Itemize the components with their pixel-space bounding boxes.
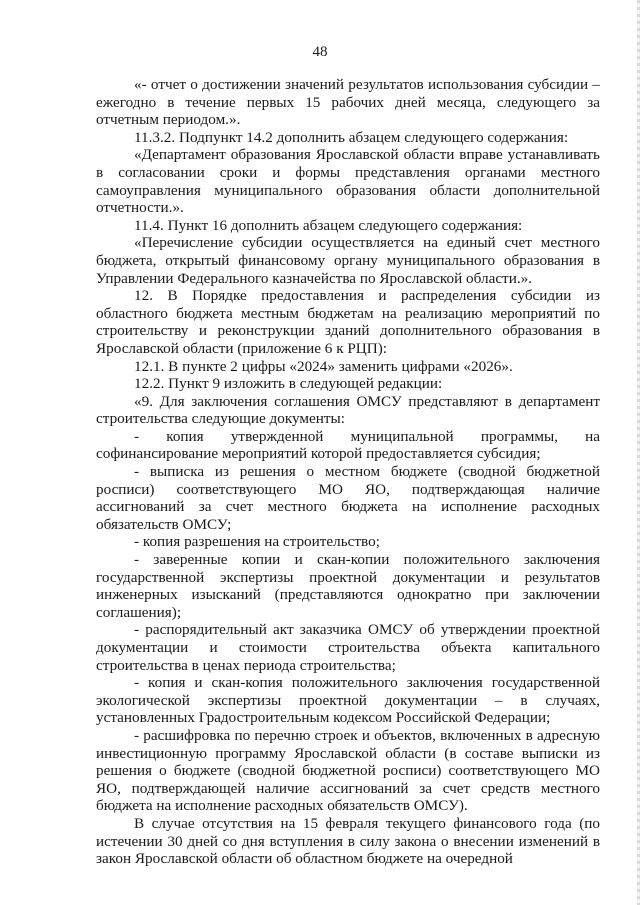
paragraph: 11.3.2. Подпункт 14.2 дополнить абзацем следующего содержания:	[134, 128, 569, 146]
document-body	[96, 76, 600, 868]
paragraph: - копия разрешения на строительство;	[134, 533, 380, 551]
paragraph: - расшифровка по перечню строек и объектов, включенных в адресную инвестиционную программу Ярославской области (в составе выписки из решения о бюджете (сводной бюджетной росписи) соответствующего МО ЯО, подтверждающей наличие ассигнований за счет средств местного бюджета на исполнение расходных обязательств ОМСУ).	[96, 726, 600, 815]
paragraph: В случае отсутствия на 15 февраля текущего финансового года (по истечении 30 дней со дня вступления в силу закона о внесении изменений в закон Ярославской области об областном бюджете на очередной	[96, 814, 600, 868]
paragraph: - копия утвержденной муниципальной программы, на софинансирование мероприятий которой предоставляется субсидия;	[96, 427, 600, 463]
paragraph: «Перечисление субсидии осуществляется на единый счет местного бюджета, открытый финансовому органу муниципального образования в Управлении Федерального казначейства по Ярославской области.».	[96, 234, 600, 287]
paragraph: «- отчет о достижении значений результатов использования субсидии – ежегодно в течение первых 15 рабочих дней месяца, следующего за отчетным периодом.».	[96, 76, 600, 129]
paragraph: 12. В Порядке предоставления и распределения субсидии из областного бюджета местным бюджетам на реализацию мероприятий по строительству и реконструкции зданий дополнительного образования в Ярославской области (приложение 6 к РЦП):	[96, 287, 600, 357]
paragraph: «Департамент образования Ярославской области вправе устанавливать в согласовании сроки и формы представления органами местного самоуправления муниципального образования области дополнительной отчетности.».	[96, 146, 600, 217]
paragraph: 11.4. Пункт 16 дополнить абзацем следующего содержания:	[134, 216, 523, 234]
paragraph: - выписка из решения о местном бюджете (сводной бюджетной росписи) соответствующего МО ЯО, подтверждающая наличие ассигнований за счет местного бюджета на исполнение расходных обязательств ОМСУ;	[96, 463, 600, 533]
paragraph: «9. Для заключения соглашения ОМСУ представляют в департамент строительства следующие документы:	[96, 392, 600, 428]
paragraph: - заверенные копии и скан-копии положительного заключения государственной экспертизы проектной документации и результатов инженерных изысканий (представляются однократно при заключении соглашения);	[96, 551, 600, 621]
paragraph: - копия и скан-копия положительного заключения государственной экологической экспертизы проектной документации – в случаях, установленных Градостроительным кодексом Российской Федерации;	[96, 674, 600, 727]
paragraph: - распорядительный акт заказчика ОМСУ об утверждении проектной документации и стоимости строительства объекта капитального строительства в ценах периода строительства;	[96, 621, 600, 674]
paragraph: 12.1. В пункте 2 цифры «2024» заменить цифрами «2026».	[134, 357, 513, 375]
page-number: 48	[312, 44, 328, 60]
paragraph: 12.2. Пункт 9 изложить в следующей редакции:	[134, 375, 443, 393]
